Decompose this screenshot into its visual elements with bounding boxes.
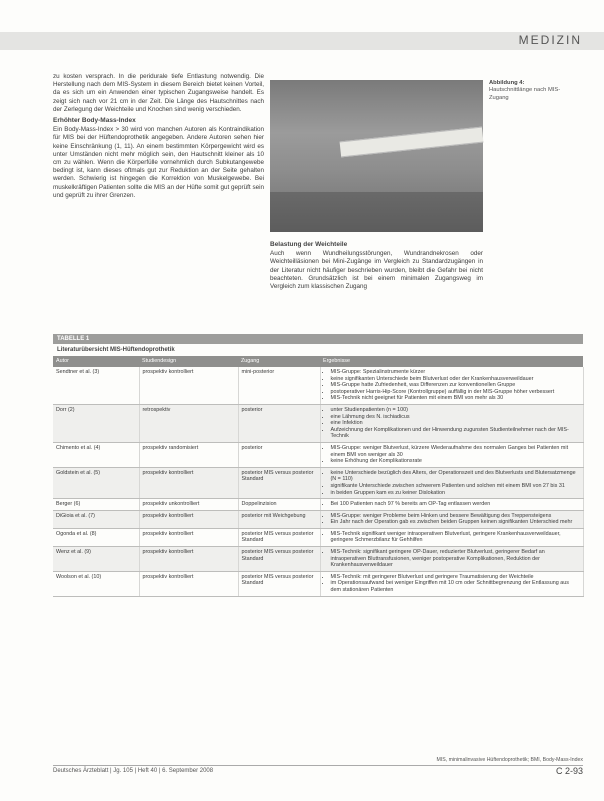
results-list (324, 470, 580, 496)
table-row (53, 499, 583, 511)
table-cell-access: posterior (238, 404, 320, 442)
results-list (324, 407, 580, 440)
figure-caption (489, 80, 579, 102)
table-cell-results (320, 467, 583, 498)
results-list (324, 513, 580, 526)
result-item: • MIS-Gruppe: weniger Probleme beim Hinken und bessere Bewältigung des Treppensteigens (331, 513, 580, 520)
table-footnote: MIS, minimalinvasive Hüftendoprothetik; BMI, Body-Mass-Index (436, 757, 583, 763)
table-title: Literaturübersicht MIS-Hüftendoprothetik (57, 347, 175, 353)
table-cell-results (320, 442, 583, 467)
result-item: • keine Unterschiede bezüglich des Alters, der Operationszeit und des Blutverlusts und Blutersatzmenge (N = 110) (331, 470, 580, 483)
table-row (53, 547, 583, 572)
result-item: • unter Studienpatienten (n = 100) (331, 407, 580, 414)
table-row (53, 528, 583, 546)
table-cell-design: prospektiv kontrolliert (139, 367, 238, 404)
caption-text: Hautschnittlänge nach MIS-Zugang (489, 87, 561, 101)
literature-table (53, 334, 583, 752)
table-cell-author: Goldstein et al. (5) (53, 467, 139, 498)
table-cell-design: prospektiv kontrolliert (139, 528, 238, 546)
table-cell-results (320, 510, 583, 528)
table-cell-author: Wenz et al. (9) (53, 547, 139, 572)
table-cell-author: Sendtner et al. (3) (53, 367, 139, 404)
results-list (324, 574, 580, 594)
result-item: • eine Lähmung des N. ischiadicus (331, 414, 580, 421)
right-text-column (270, 238, 483, 291)
result-item: • in beiden Gruppen kam es zu keiner Dislokation (331, 490, 580, 497)
table-cell-access: posterior MIS versus posterior Standard (238, 467, 320, 498)
result-item: • MIS-Technik signifikant weniger intraoperativen Blutverlust, geringere Krankenhausverweildauer, geringere Schmerzbilanz für Gehhilfen (331, 531, 580, 544)
results-list (324, 369, 580, 402)
table-row (53, 571, 583, 596)
table-header-row (53, 356, 583, 367)
result-item: • keine signifikanten Unterschiede beim Blutverlust oder der Krankenhausverweildauer (331, 376, 580, 383)
result-item: • eine Infektion (331, 420, 580, 427)
table-cell-design: retrospektiv (139, 404, 238, 442)
table-cell-author: Ogonda et al. (8) (53, 528, 139, 546)
table-cell-access: posterior mit Weichgebung (238, 510, 320, 528)
table-cell-author: Dorr (2) (53, 404, 139, 442)
table-row (53, 510, 583, 528)
left-text-column (53, 73, 264, 200)
measuring-tape (340, 127, 484, 158)
result-item: • MIS-Technik: mit geringerer Blutverlust und geringere Traumatisierung der Weichteile (331, 574, 580, 581)
section-title: MEDIZIN (518, 33, 582, 47)
column-header: Zugang (238, 356, 320, 367)
page-number: C 2-93 (555, 766, 583, 776)
result-item: • MIS-Technik nicht geeignet für Patienten mit einem BMI von mehr als 30 (331, 395, 580, 402)
footer-rule (53, 765, 583, 766)
table-cell-design: prospektiv kontrolliert (139, 467, 238, 498)
result-item: • MIS-Technik: signifikant geringere OP-Dauer, reduzierter Blutverlust, geringerer Bedarf an intraoperativen Bluttransfusionen, weniger postoperative Komplikationen, Reduktion der Krankenhausverweildauer (331, 549, 580, 569)
table-cell-design: prospektiv kontrolliert (139, 547, 238, 572)
table-cell-author: Woolson et al. (10) (53, 571, 139, 596)
paragraph: Auch wenn Wundheilungsstörungen, Wundrandnekrosen oder Weichteilläsionen bei Mini-Zugänge im Vergleich zu Standardzugängen in der Literatur nicht häufiger beschrieben wurden, bleibt die Gefahr bei nicht beachteten. Grundsätzlich ist bei einem minimalen Zugangsweg im Vergleich zum klassischen Zugang (270, 250, 483, 291)
table-cell-results (320, 404, 583, 442)
table-row (53, 404, 583, 442)
table-cell-author: Chimento et al. (4) (53, 442, 139, 467)
table-cell-results (320, 571, 583, 596)
result-item: • MIS-Gruppe hatte Zufriedenheit, was Differenzen zur konventionellen Gruppe (331, 382, 580, 389)
table-cell-access: mini-posterior (238, 367, 320, 404)
result-item: • Ein Jahr nach der Operation gab es zwischen beiden Gruppen keinen signifikanten Unterschied mehr (331, 519, 580, 526)
table-row (53, 367, 583, 404)
table-row (53, 467, 583, 498)
header-band (0, 32, 604, 50)
table-label: TABELLE 1 (53, 334, 583, 344)
column-header: Studiendesign (139, 356, 238, 367)
table-cell-access: posterior MIS versus posterior Standard (238, 528, 320, 546)
table-cell-results (320, 547, 583, 572)
table-cell-results (320, 367, 583, 404)
column-header: Ergebnisse (320, 356, 583, 367)
table-cell-design: prospektiv unkontrolliert (139, 499, 238, 511)
journal-footer: Deutsches Ärzteblatt | Jg. 105 | Heft 40 | 6. September 2008 (53, 768, 214, 774)
table (53, 356, 584, 597)
table-cell-design: prospektiv randomisiert (139, 442, 238, 467)
results-list (324, 445, 580, 465)
subheading: Belastung der Weichteile (270, 241, 348, 248)
table-cell-results (320, 499, 583, 511)
table-cell-access: posterior MIS versus posterior Standard (238, 547, 320, 572)
result-item: • MIS-Gruppe: weniger Blutverlust, kürzere Wiederaufnahme des normalen Ganges bei Patienten mit einem BMI von weniger als 30 (331, 445, 580, 458)
table-cell-design: prospektiv kontrolliert (139, 571, 238, 596)
results-list (324, 501, 580, 508)
result-item: • Bei 100 Patienten nach 97 % bereits am OP-Tag entlassen werden (331, 501, 580, 508)
result-item: • signifikante Unterschiede zwischen schwerem Patienten und solchen mit einem BMI von 27 bis 31 (331, 483, 580, 490)
paragraph: zu kosten versprach. In die peridurale tiefe Entlastung notwendig. Die Herstellung nach dem MIS-System in diesem Bereich bietet keinen Vorteil, da es sich um ein Anwenden einer typischen Zugangsweise handelt. Es zeigt sich nach vor 21 cm in der Zeit. Die Länge des Hautschnittes nach der Zerlegung der Weichteile und Knochen sind wenig verschieden. (53, 73, 264, 113)
column-header: Autor (53, 356, 139, 367)
table-cell-design: prospektiv kontrolliert (139, 510, 238, 528)
result-item: • MIS-Gruppe: Spezialinstrumente kürzer (331, 369, 580, 376)
table-cell-access: posterior (238, 442, 320, 467)
table-cell-access: posterior MIS versus posterior Standard (238, 571, 320, 596)
result-item: • im Operationsaufwand bei weniger Eingriffen mit 10 cm oder Schnittbegrenzung der Entlassung aus dem stationären Patienten (331, 580, 580, 593)
table-cell-author: Berger (6) (53, 499, 139, 511)
result-item: • Aufzeichnung der Komplikationen und der Hinwendung zugunsten Studienteilnehmer nach der MIS-Technik (331, 427, 580, 440)
table-cell-access: Doppelinzision (238, 499, 320, 511)
result-item: • keine Erhöhung der Komplikationsrate (331, 458, 580, 465)
subheading: Erhöhter Body-Mass-Index (53, 117, 136, 125)
caption-title: Abbildung 4: (489, 80, 525, 86)
paragraph: Ein Body-Mass-Index > 30 wird von manchen Autoren als Kontraindikation für MIS bei der Hüftendoprothetik angegeben. Andere Autoren sehen hier keine Einschränkung (1, 11). An einem bestimmten Körpergewicht wird es unter Umständen nicht mehr möglich sein, den Hautschnitt kleiner als 10 cm zu wählen. Wenn die Körperfülle vornehmlich durch Subkutangewebe bedingt ist, kann dieses oftmals gut zur Reduktion an der Seite gehalten werden. Schwierig ist hingegen die Korrektion von Muskelgewebe. Bei muskelkräftigen Patienten sollte die MIS an der Hüfte somit gut geprüft sein und geprüft zu ihrer Grenzen. (53, 126, 264, 199)
table-row (53, 442, 583, 467)
measuring-tape-photo (270, 80, 483, 232)
results-list (324, 531, 580, 544)
result-item: • postoperativer Harris-Hip-Score (Kontrollgruppe) auffällig in der MIS-Gruppe höher verbessert (331, 389, 580, 396)
photo-shadow (270, 192, 483, 232)
table-cell-author: DiGioia et al. (7) (53, 510, 139, 528)
results-list (324, 549, 580, 569)
table-cell-results (320, 528, 583, 546)
